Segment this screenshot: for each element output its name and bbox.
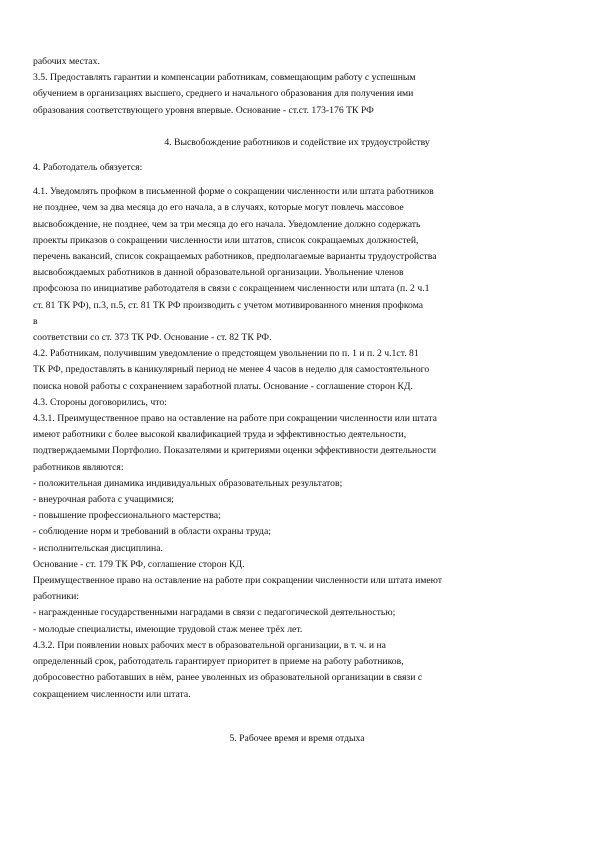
text-line: 4.3.2. При появлении новых рабочих мест в образовательной организации, в т. ч. и на bbox=[33, 639, 386, 651]
text-line: - исполнительская дисциплина. bbox=[33, 542, 163, 554]
text-line: 4.3.1. Преимущественное право на оставление на работе при сокращении численности или штата bbox=[33, 413, 437, 425]
text-line: поиска новой работы с сохранением заработной платы. Основание - соглашение сторон КД. bbox=[33, 380, 413, 392]
text-line: определенный срок, работодатель гарантирует приоритет в приеме на работу работников, bbox=[33, 656, 404, 668]
text-line: работники: bbox=[33, 591, 79, 603]
section-5-heading: 5. Рабочее время и время отдыха bbox=[229, 733, 365, 744]
text-line: - положительная динамика индивидуальных образовательных результатов; bbox=[33, 477, 343, 489]
text-line: - повышение профессионального мастерства; bbox=[33, 510, 221, 522]
text-line: 3.5. Предоставлять гарантии и компенсации работникам, совмещающим работу с успешным bbox=[33, 72, 416, 84]
text-line bbox=[33, 176, 561, 184]
section-3-tail bbox=[33, 54, 561, 119]
text-line: перечень вакансий, список сокращаемых работников, предполагаемые варианты трудоустройства bbox=[33, 251, 437, 263]
text-line: не позднее, чем за два месяца до его начала, а в случаях, которые могут повлечь массовое bbox=[33, 202, 404, 214]
section-4-heading: 4. Высвобождение работников и содействие их трудоустройству bbox=[164, 137, 430, 148]
text-line: Преимущественное право на оставление на работе при сокращении численности или штата имеют bbox=[33, 575, 443, 587]
text-line: 4. Работодатель обязуется: bbox=[33, 162, 143, 173]
text-line: проекты приказов о сокращении численности или штатов, список сокращаемых должностей, bbox=[33, 234, 419, 246]
text-line: подтверждаемыми Портфолио. Показателями и критериями оценки эффективности деятельности bbox=[33, 445, 437, 457]
text-line: высвобождаемых работников в данной образовательной организации. Увольнение членов bbox=[33, 267, 404, 279]
section-4-body bbox=[33, 160, 561, 703]
text-line: имеют работники с более высокой квалификацией труда и эффективностью деятельности, bbox=[33, 429, 407, 441]
text-line: 4.3. Стороны договорились, что: bbox=[33, 396, 167, 408]
text-line: образования соответствующего уровня впервые. Основание - ст.ст. 173-176 ТК РФ bbox=[33, 104, 374, 116]
text-line: 4.2. Работникам, получившим уведомление о предстоящем увольнении по п. 1 и п. 2 ч.1ст. 81 bbox=[33, 348, 419, 360]
text-line: сокращением численности или штата. bbox=[33, 688, 191, 700]
text-line: ТК РФ, предоставлять в каникулярный период не менее 4 часов в неделю для самостоятельного bbox=[33, 364, 430, 376]
text-line: - молодые специалисты, имеющие трудовой стаж менее трёх лет. bbox=[33, 623, 303, 635]
text-line: 4.1. Уведомлять профком в письменной форме о сокращении численности или штата работников bbox=[33, 186, 434, 198]
text-line: в bbox=[33, 315, 38, 327]
text-line: ст. 81 ТК РФ), п.3, п.5, ст. 81 ТК РФ производить с учетом мотивированного мнения профкома bbox=[33, 299, 424, 311]
text-line: профсоюза по инициативе работодателя в связи с сокращением численности или штата (п. 2 ч.1 bbox=[33, 283, 430, 295]
text-line: работников являются: bbox=[33, 461, 124, 473]
text-line: рабочих местах. bbox=[33, 56, 100, 67]
text-line: - награжденные государственными наградами в связи с педагогической деятельностью; bbox=[33, 607, 396, 619]
text-line: высвобождение, не позднее, чем за три месяца до его начала. Уведомление должно содержать bbox=[33, 218, 421, 230]
text-line: добросовестно работавших в нём, ранее уволенных из образовательной организации в связи с bbox=[33, 672, 423, 684]
text-line: - внеурочная работа с учащимися; bbox=[33, 494, 174, 506]
text-line: Основание - ст. 179 ТК РФ, соглашение сторон КД. bbox=[33, 558, 245, 570]
text-line: обучением в организациях высшего, среднего и начального образования для получения ими bbox=[33, 88, 414, 100]
text-line: - соблюдение норм и требований в области охраны труда; bbox=[33, 526, 271, 538]
text-line: соответствии со ст. 373 ТК РФ. Основание - ст. 82 ТК РФ. bbox=[33, 332, 272, 344]
